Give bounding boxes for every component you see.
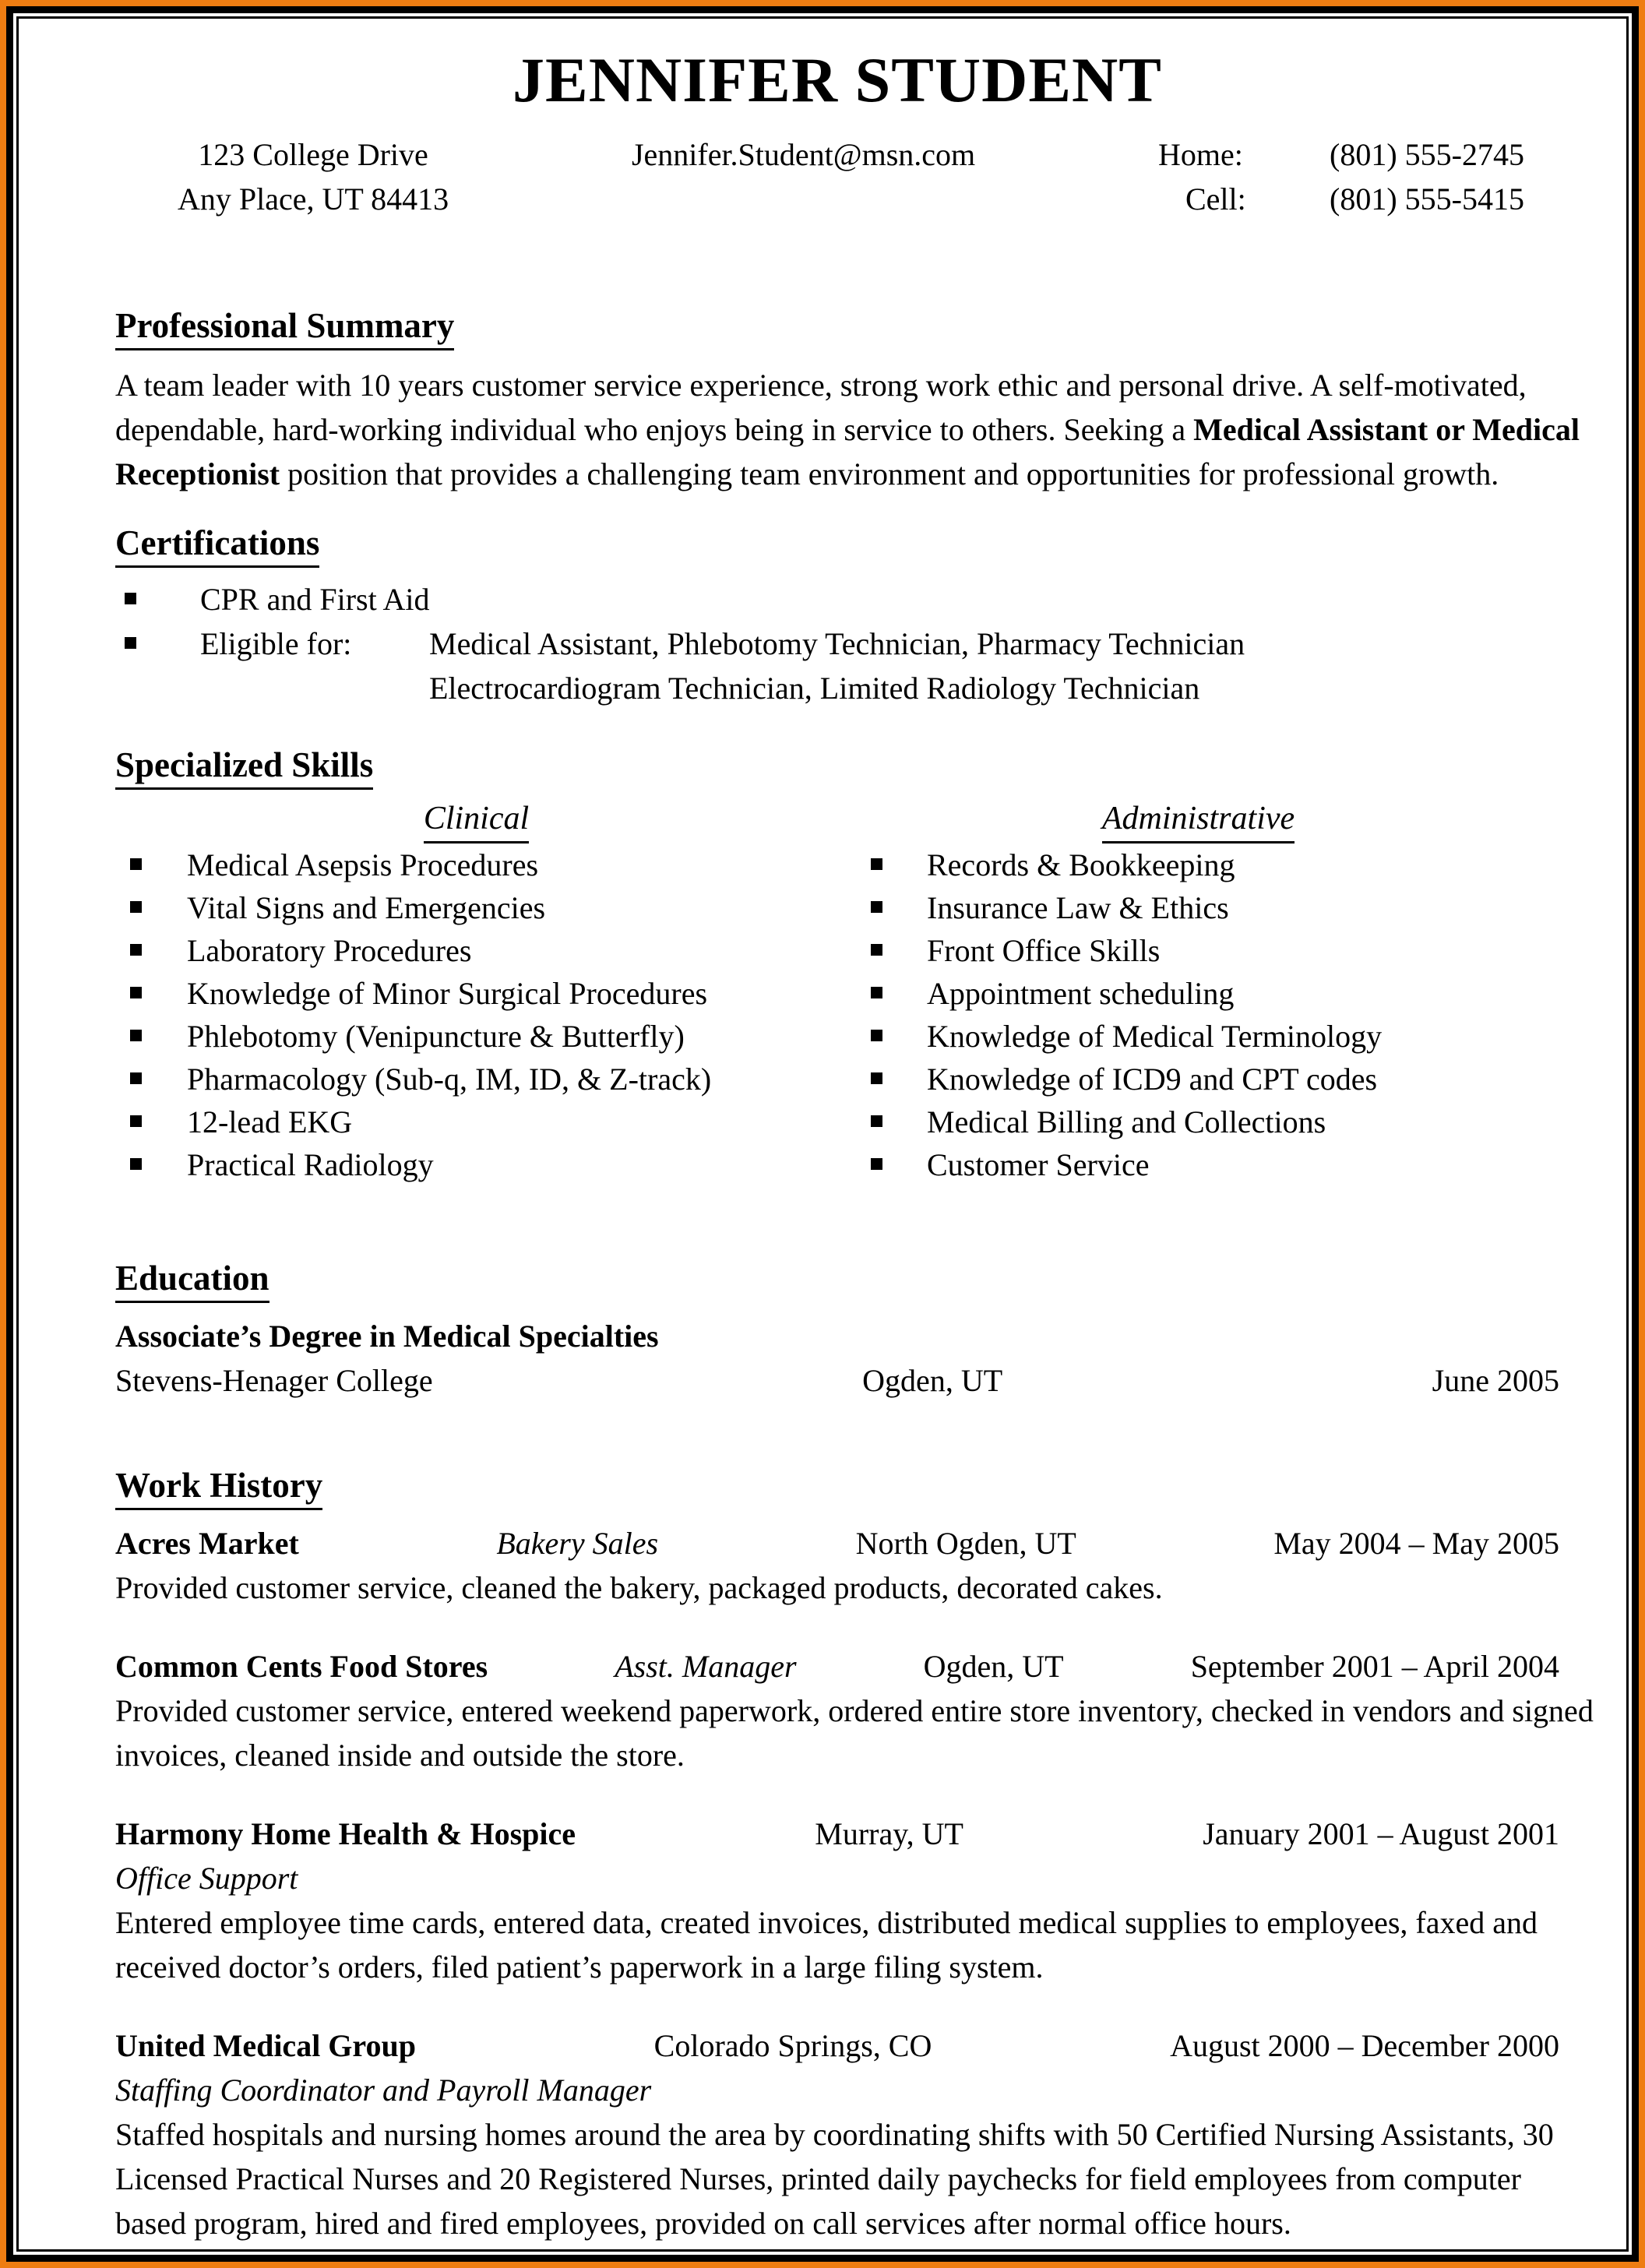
person-name: JENNIFER STUDENT bbox=[513, 44, 1162, 115]
eligible-for-lines bbox=[429, 622, 1245, 710]
job-role: Staffing Coordinator and Payroll Manager bbox=[115, 2073, 652, 2108]
home-phone-number: (801) 555-2745 bbox=[1330, 137, 1524, 173]
bullet-square-icon bbox=[125, 593, 136, 604]
job-role: Office Support bbox=[115, 1861, 298, 1896]
job-description: Entered employee time cards, entered data, created invoices, distributed medical supplies to employees, faxed and received doctor’s orders, filed patient’s paperwork in a large filing system. bbox=[115, 1905, 1538, 1985]
bullet-square-icon bbox=[871, 858, 882, 870]
work-history-heading bbox=[115, 1465, 1559, 1510]
skills-column-clinical bbox=[115, 798, 837, 1186]
eligible-for-line-1: Medical Assistant, Phlebotomy Technician, Pharmacy Technician bbox=[429, 626, 1245, 662]
resume-header bbox=[115, 45, 1559, 221]
skill-item bbox=[837, 886, 1559, 929]
bullet-square-icon bbox=[130, 987, 142, 998]
job-header-row bbox=[115, 1812, 1559, 1856]
skill-item-text: Pharmacology (Sub-q, IM, ID, & Z-track) bbox=[187, 1062, 712, 1097]
job-location: Murray, UT bbox=[815, 1816, 963, 1852]
skill-item-text: Laboratory Procedures bbox=[187, 933, 472, 969]
job-role: Bakery Sales bbox=[496, 1526, 659, 1562]
bullet-square-icon bbox=[130, 1115, 142, 1127]
skill-item-text: 12-lead EKG bbox=[187, 1104, 353, 1140]
cell-phone-line bbox=[1158, 177, 1524, 221]
section-specialized-skills bbox=[115, 745, 1559, 1186]
job-company: Common Cents Food Stores bbox=[115, 1649, 488, 1685]
bullet-square-icon bbox=[130, 858, 142, 870]
job-description: Provided customer service, entered weekend paperwork, ordered entire store inventory, checked in vendors and signed invoices, cleaned inside and outside the store. bbox=[115, 1693, 1594, 1773]
address-line-2: Any Place, UT 84413 bbox=[178, 181, 449, 217]
summary-text-after: position that provides a challenging team environment and opportunities for professional growth. bbox=[280, 456, 1499, 492]
cell-phone-number: (801) 555-5415 bbox=[1330, 181, 1524, 217]
page-border-white-gap bbox=[13, 13, 1632, 2255]
home-phone-label: Home: bbox=[1158, 137, 1243, 173]
job-location: Colorado Springs, CO bbox=[653, 2028, 932, 2064]
job-location: North Ogden, UT bbox=[855, 1526, 1076, 1562]
job-entry bbox=[115, 1812, 1559, 1989]
education-school: Stevens-Henager College bbox=[115, 1363, 433, 1399]
skill-item-text: Customer Service bbox=[927, 1147, 1150, 1183]
bullet-square-icon bbox=[871, 1115, 882, 1127]
skill-item-text: Insurance Law & Ethics bbox=[927, 890, 1229, 926]
job-header-row bbox=[115, 2023, 1559, 2068]
skill-item-text: Front Office Skills bbox=[927, 933, 1161, 969]
skills-column-administrative bbox=[837, 798, 1559, 1186]
bullet-square-icon bbox=[130, 1158, 142, 1170]
job-description: Staffed hospitals and nursing homes around the area by coordinating shifts with 50 Certified Nursing Assistants, 30 Licensed Practical Nurses and 20 Registered Nurses, printed daily paychecks for field employees from computer based program, hired and fired employees, provided on call services after normal office hours. bbox=[115, 2117, 1554, 2242]
job-dates: May 2004 – May 2005 bbox=[1273, 1526, 1559, 1562]
skill-item bbox=[837, 1015, 1559, 1058]
skill-item bbox=[115, 1143, 837, 1186]
skill-item-text: Medical Billing and Collections bbox=[927, 1104, 1326, 1140]
eligible-for-label: Eligible for: bbox=[200, 626, 352, 662]
contact-row bbox=[115, 132, 1559, 221]
education-detail-row bbox=[115, 1358, 1559, 1403]
job-company: Harmony Home Health & Hospice bbox=[115, 1816, 576, 1852]
skill-item bbox=[115, 886, 837, 929]
job-company: United Medical Group bbox=[115, 2028, 416, 2064]
skill-item bbox=[115, 1058, 837, 1101]
work-history-heading-text: Work History bbox=[115, 1465, 322, 1510]
skill-item-text: Knowledge of Medical Terminology bbox=[927, 1019, 1383, 1055]
skill-item bbox=[837, 929, 1559, 972]
bullet-square-icon bbox=[871, 944, 882, 956]
clinical-subheading bbox=[115, 798, 837, 843]
certification-item bbox=[115, 577, 1559, 622]
address-line-1: 123 College Drive bbox=[198, 137, 428, 173]
job-entry bbox=[115, 1521, 1559, 1610]
contact-phones bbox=[1158, 132, 1524, 221]
summary-text-before: A team leader with 10 years customer service experience, strong work ethic and personal drive. A self-motivated, dependable, hard-working individual who enjoys being in service to others. Seeking a bbox=[115, 368, 1527, 448]
summary-text-bold: Medical Assistant or Medical Receptionist bbox=[115, 412, 1580, 492]
education-date: June 2005 bbox=[1432, 1363, 1559, 1399]
bullet-square-icon bbox=[130, 901, 142, 913]
education-heading bbox=[115, 1258, 1559, 1303]
section-work-history bbox=[115, 1465, 1594, 2245]
summary-paragraph bbox=[115, 363, 1580, 496]
page-border-black bbox=[6, 6, 1639, 2262]
skill-item bbox=[837, 843, 1559, 886]
contact-email: Jennifer.Student@msn.com bbox=[631, 137, 976, 173]
job-header-row bbox=[115, 1521, 1559, 1565]
certifications-list bbox=[115, 577, 1559, 710]
job-header-row bbox=[115, 1644, 1559, 1689]
certification-item bbox=[115, 622, 1559, 710]
skill-item bbox=[837, 1058, 1559, 1101]
bullet-square-icon bbox=[871, 901, 882, 913]
skill-item bbox=[115, 929, 837, 972]
job-description: Provided customer service, cleaned the bakery, packaged products, decorated cakes. bbox=[115, 1570, 1163, 1606]
skill-item-text: Records & Bookkeeping bbox=[927, 847, 1235, 883]
summary-heading-text: Professional Summary bbox=[115, 305, 454, 350]
job-entry bbox=[115, 1644, 1594, 1777]
bullet-square-icon bbox=[130, 944, 142, 956]
job-dates: September 2001 – April 2004 bbox=[1190, 1649, 1559, 1685]
certifications-heading-text: Certifications bbox=[115, 523, 319, 568]
administrative-subheading bbox=[837, 798, 1559, 843]
home-phone-line bbox=[1158, 132, 1524, 177]
resume-page bbox=[16, 16, 1629, 2252]
skill-item bbox=[837, 972, 1559, 1015]
job-role: Asst. Manager bbox=[615, 1649, 797, 1685]
bullet-square-icon bbox=[130, 1072, 142, 1084]
summary-heading bbox=[115, 305, 1559, 350]
section-education bbox=[115, 1258, 1559, 1403]
bullet-square-icon bbox=[871, 1072, 882, 1084]
skill-item-text: Vital Signs and Emergencies bbox=[187, 890, 546, 926]
skill-item bbox=[115, 1015, 837, 1058]
administrative-subheading-text: Administrative bbox=[1102, 798, 1295, 843]
eligible-for-line-2: Electrocardiogram Technician, Limited Radiology Technician bbox=[429, 671, 1200, 706]
section-professional-summary bbox=[115, 305, 1580, 496]
skill-item-text: Knowledge of Minor Surgical Procedures bbox=[187, 976, 708, 1012]
bullet-square-icon bbox=[130, 1030, 142, 1041]
clinical-subheading-text: Clinical bbox=[424, 798, 529, 843]
job-dates: January 2001 – August 2001 bbox=[1203, 1816, 1559, 1852]
education-heading-text: Education bbox=[115, 1258, 269, 1303]
bullet-square-icon bbox=[125, 637, 136, 649]
certifications-heading bbox=[115, 523, 1559, 568]
cell-phone-label: Cell: bbox=[1185, 181, 1246, 217]
skill-item bbox=[837, 1101, 1559, 1143]
skill-item-text: Knowledge of ICD9 and CPT codes bbox=[927, 1062, 1378, 1097]
bullet-square-icon bbox=[871, 1158, 882, 1170]
section-certifications bbox=[115, 523, 1559, 710]
skill-item bbox=[115, 843, 837, 886]
skills-columns bbox=[115, 798, 1559, 1186]
job-location: Ogden, UT bbox=[923, 1649, 1064, 1685]
bullet-square-icon bbox=[871, 987, 882, 998]
education-degree: Associate’s Degree in Medical Specialties bbox=[115, 1319, 659, 1354]
skill-item-text: Medical Asepsis Procedures bbox=[187, 847, 539, 883]
skills-heading-text: Specialized Skills bbox=[115, 745, 373, 790]
skill-item-text: Appointment scheduling bbox=[927, 976, 1235, 1012]
job-company: Acres Market bbox=[115, 1526, 299, 1562]
job-entry bbox=[115, 2023, 1559, 2245]
education-location: Ogden, UT bbox=[862, 1363, 1003, 1399]
job-dates: August 2000 – December 2000 bbox=[1170, 2028, 1559, 2064]
skill-item bbox=[115, 972, 837, 1015]
skill-item-text: Practical Radiology bbox=[187, 1147, 434, 1183]
skill-item bbox=[115, 1101, 837, 1143]
skill-item-text: Phlebotomy (Venipuncture & Butterfly) bbox=[187, 1019, 685, 1055]
skills-heading bbox=[115, 745, 1559, 790]
skill-item bbox=[837, 1143, 1559, 1186]
bullet-square-icon bbox=[871, 1030, 882, 1041]
contact-address bbox=[178, 132, 449, 221]
certification-item-text: CPR and First Aid bbox=[200, 582, 430, 618]
